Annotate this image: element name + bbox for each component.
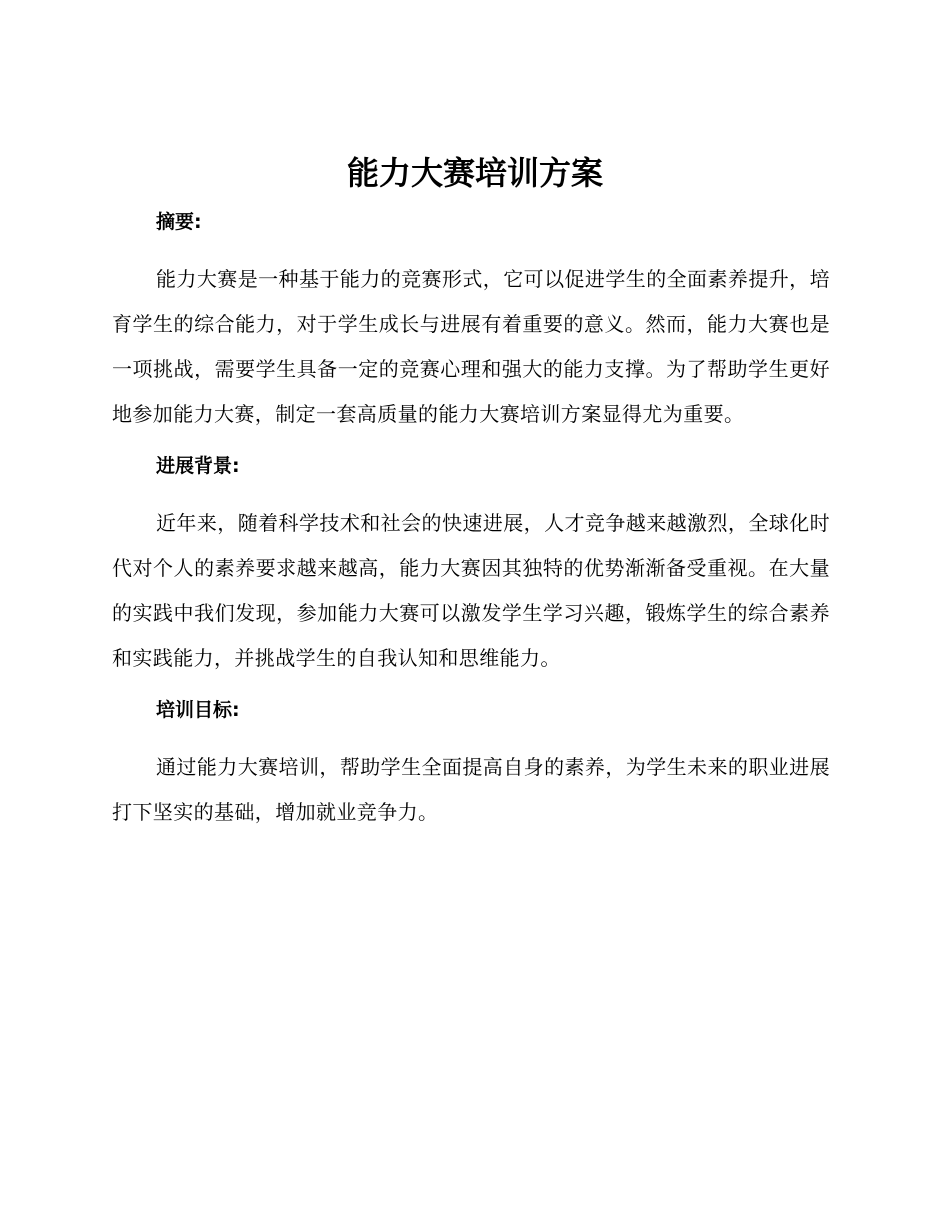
paragraph-goals: 通过能力大赛培训，帮助学生全面提高自身的素养，为学生未来的职业进展打下坚实的基础，增加就业竞争力。 — [112, 755, 830, 824]
paragraph-background: 近年来，随着科学技术和社会的快速进展，人才竞争越来越激烈，全球化时代对个人的素养要求越来越高，能力大赛因其独特的优势渐渐备受重视。在大量的实践中我们发现，参加能力大赛可以激发学生学习兴趣，锻炼学生的综合素养和实践能力，并挑战学生的自我认知和思维能力。 — [112, 511, 830, 670]
section-heading-goals: 培训目标: — [156, 699, 240, 721]
section-heading-background: 进展背景: — [156, 455, 240, 477]
section-heading-abstract: 摘要: — [156, 211, 202, 233]
section-background — [112, 449, 830, 681]
paragraph-abstract: 能力大赛是一种基于能力的竞赛形式，它可以促进学生的全面素养提升，培育学生的综合能力，对于学生成长与进展有着重要的意义。然而，能力大赛也是一项挑战，需要学生具备一定的竞赛心理和强大的能力支撑。为了帮助学生更好地参加能力大赛，制定一套高质量的能力大赛培训方案显得尤为重要。 — [112, 267, 830, 426]
section-abstract — [112, 205, 830, 437]
document-body — [112, 205, 830, 847]
document-title: 能力大赛培训方案 — [346, 154, 603, 192]
section-goals — [112, 693, 830, 835]
